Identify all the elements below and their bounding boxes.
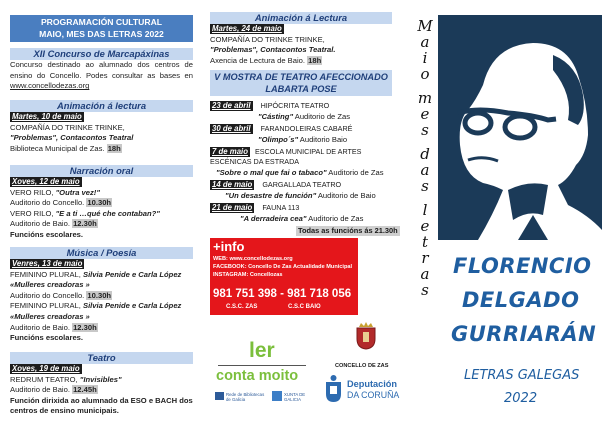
honoree-middle-name: DELGADO — [462, 288, 580, 312]
event-note: Función dirixida ao alumnado da ESO e BACH dos centros de ensino municipais. — [10, 395, 193, 416]
event-time: 18h — [107, 143, 121, 153]
event-date: Venres, 13 de maio — [12, 259, 83, 268]
info-box — [210, 238, 358, 315]
event-company: HIPÓCRITA TEATRO — [260, 101, 330, 110]
vertical-letter: a — [420, 265, 430, 283]
narracion-event — [10, 177, 193, 241]
animacion2-heading: Animación á Lectura — [210, 12, 392, 24]
xunta-logo-icon — [272, 391, 282, 401]
csc-baio-label: C.S.C BAIO — [288, 304, 321, 310]
mostra-item — [210, 203, 299, 213]
event-date: Xoves, 19 de maio — [12, 364, 80, 373]
concurso-description: Concurso destinado ao alumnado dos centros de ensino do Concello. Podes consultar as bases en — [10, 60, 193, 80]
event-artist: FEMININO PLURAL, — [10, 301, 83, 311]
info-title: +info — [213, 239, 245, 254]
event-date: 21 de maio — [212, 203, 253, 212]
event-date: Martes, 10 de maio — [12, 112, 82, 121]
event-company: FARANDOLEIRAS CABARÉ — [260, 124, 353, 133]
event-artist: VERO RILO, — [10, 208, 56, 218]
vertical-letter: t — [421, 233, 429, 251]
info-facebook-link[interactable]: FACEBOOK: Concello De Zas Actualidade Municipal — [213, 264, 353, 270]
portrait-florencio-delgado-gurriaran — [438, 15, 602, 240]
event-company: GARGALLADA TEATRO — [262, 180, 342, 189]
vertical-title-maio-mes-das-letras — [415, 18, 435, 298]
vertical-letter: e — [420, 217, 430, 235]
honoree-last-name: GURRIARÁN — [451, 322, 597, 346]
mostra-item — [210, 101, 329, 111]
program-column-1 — [10, 0, 193, 432]
event-date: Martes, 24 de maio — [212, 24, 282, 33]
event-performers: Silvia Penide e Carla López — [83, 301, 182, 311]
event-venue: Auditorio de Baio — [316, 191, 376, 200]
event-company: REDRUM TEATRO, — [10, 374, 80, 384]
vertical-letter: s — [421, 121, 429, 139]
concello-zas-logo-text: CONCELLO DE ZAS — [335, 363, 389, 369]
event-venue: Auditorio de Baio. — [10, 385, 70, 395]
animacion-heading: Animación á lectura — [10, 100, 193, 112]
info-phones: 981 751 398 - 981 718 056 — [213, 288, 352, 300]
mostra-item-detail — [258, 112, 350, 122]
mostra-heading-line-2: LABARTA POSE — [265, 84, 337, 94]
deputacion-crest-icon — [325, 374, 342, 403]
event-venue: Auditorio do Concello. — [10, 290, 85, 300]
mostra-item — [210, 124, 352, 134]
event-venue: Auditorio do Concello. — [10, 198, 85, 208]
musica-event — [10, 259, 193, 344]
mostra-item — [210, 180, 341, 190]
bibliotecas-logo-icon — [215, 392, 224, 400]
event-show: «Mulleres creadoras » — [10, 311, 90, 321]
event-venue: Axencia de Lectura de Baio. — [210, 55, 305, 65]
event-note: Funcións escolares. — [10, 229, 84, 239]
event-show: "E a ti …qué che contaban?" — [55, 208, 160, 218]
mostra-item-detail — [258, 135, 347, 145]
narracion-heading: Narración oral — [10, 165, 193, 177]
event-show: "A derradeira cea" — [240, 214, 307, 223]
event-show: "Olimpo´s" — [258, 135, 299, 144]
portrait-illustration — [438, 15, 602, 240]
event-venue: Biblioteca Municipal de Zas. — [10, 143, 105, 153]
program-title — [10, 15, 193, 42]
event-company: FAUNA 113 — [262, 203, 300, 212]
event-time: 12.30h — [73, 322, 97, 332]
title-line-2: MAIO, MES DAS LETRAS 2022 — [39, 28, 164, 39]
concello-zas-crest-icon — [355, 322, 377, 350]
teatro-event — [10, 364, 193, 417]
honoree-first-name: FLORENCIO — [453, 254, 592, 278]
vertical-letter: s — [421, 177, 429, 195]
ler-logo-text: ler — [249, 339, 275, 362]
animacion-event — [10, 112, 193, 154]
all-showtimes-note: Todas as funcións ás 21.30h — [298, 226, 398, 235]
event-venue: Auditorio de Zas — [326, 168, 384, 177]
animacion2-event — [210, 24, 395, 66]
vertical-letter: M — [417, 17, 433, 35]
title-line-1: PROGRAMACIÓN CULTURAL — [40, 17, 163, 27]
event-artist: FEMININO PLURAL, — [10, 269, 83, 279]
da-coruna-logo-text: DA CORUÑA — [347, 390, 400, 400]
event-venue: Auditorio Baio — [298, 135, 348, 144]
event-company: COMPAÑÍA DO TRINKE TRINKE, — [210, 34, 325, 44]
event-company: ESCOLA MUNICIPAL DE ARTES ESCÉNICAS DA ESTRADA — [210, 147, 362, 166]
rede-bibliotecas-logo-text: Rede de Bibliotecas de Galicia — [226, 392, 265, 402]
conta-moito-logo-text: conta moito — [216, 368, 299, 384]
mostra-heading-line-1: V MOSTRA DE TEATRO AFECCIONADO — [214, 72, 388, 82]
vertical-letter: s — [421, 281, 429, 299]
vertical-letter: l — [422, 201, 428, 219]
mostra-item — [210, 147, 395, 167]
event-date: 7 de maio — [212, 147, 248, 156]
event-date: 30 de abril — [212, 124, 251, 133]
info-web-link[interactable]: WEB: www.concellodezas.org — [213, 256, 293, 262]
vertical-letter: a — [420, 33, 430, 51]
event-artist: VERO RILO, — [10, 187, 56, 197]
event-note: Funcións escolares. — [10, 333, 84, 343]
vertical-letter: e — [420, 105, 430, 123]
event-time: 18h — [308, 55, 322, 65]
event-show: "Problemas", Contacontos Teatral. — [210, 45, 336, 55]
csc-zas-label: C.S.C. ZAS — [226, 304, 258, 310]
event-time: 10.30h — [87, 290, 112, 300]
teatro-heading: Teatro — [10, 352, 193, 364]
event-time: 12.30h — [73, 219, 97, 229]
concello-website-link[interactable]: www.concellodezas.org — [10, 81, 90, 91]
vertical-letter: r — [421, 249, 429, 267]
event-company: COMPAÑÍA DO TRINKE TRINKE, — [10, 122, 125, 132]
vertical-letter: o — [420, 65, 430, 83]
event-date: 23 de abril — [212, 101, 251, 110]
xunta-logo-text: XUNTA DE GALICIA — [284, 392, 306, 402]
vertical-letter: m — [417, 89, 433, 107]
event-show: "Un desastre de función" — [225, 191, 317, 200]
event-venue: Auditorio de Baio. — [10, 322, 70, 332]
ler-logo-divider — [218, 365, 306, 366]
mostra-item-detail — [225, 191, 376, 201]
mostra-item-detail — [240, 214, 363, 224]
event-venue: Auditorio de Zas — [306, 214, 364, 223]
vertical-letter: a — [420, 161, 430, 179]
event-date: 14 de maio — [212, 180, 253, 189]
event-venue: Auditorio de Baio. — [10, 219, 70, 229]
event-venue: Auditorio de Zas — [293, 112, 351, 121]
event-show: «Mulleres creadoras » — [10, 280, 90, 290]
letras-galegas-label: LETRAS GALEGAS — [464, 368, 580, 383]
mostra-item-detail — [216, 168, 384, 178]
event-show: "Outra vez!" — [55, 187, 100, 197]
concurso-text — [10, 60, 193, 92]
info-instagram-link[interactable]: INSTAGRAM: Concellozas — [213, 272, 283, 278]
event-show: "Sobre o mal que fai o tabaco" — [216, 168, 327, 177]
event-time: 12.45h — [73, 385, 97, 395]
event-date: Xoves, 12 de maio — [12, 177, 80, 186]
event-show: "Problemas", Contacontos Teatral — [10, 133, 134, 143]
musica-heading: Música / Poesía — [10, 247, 193, 259]
year-label: 2022 — [504, 391, 538, 406]
event-show: "Cásting" — [258, 112, 294, 121]
event-performers: Silvia Penide e Carla López — [83, 269, 182, 279]
vertical-letter: d — [420, 145, 430, 163]
event-show: "Invisibles" — [79, 374, 122, 384]
mostra-heading — [210, 70, 392, 96]
concurso-heading: XII Concurso de Marcapáxinas — [10, 48, 193, 60]
deputacion-logo-text: Deputación — [347, 379, 398, 389]
vertical-letter: i — [422, 49, 428, 67]
event-time: 10.30h — [87, 198, 112, 208]
